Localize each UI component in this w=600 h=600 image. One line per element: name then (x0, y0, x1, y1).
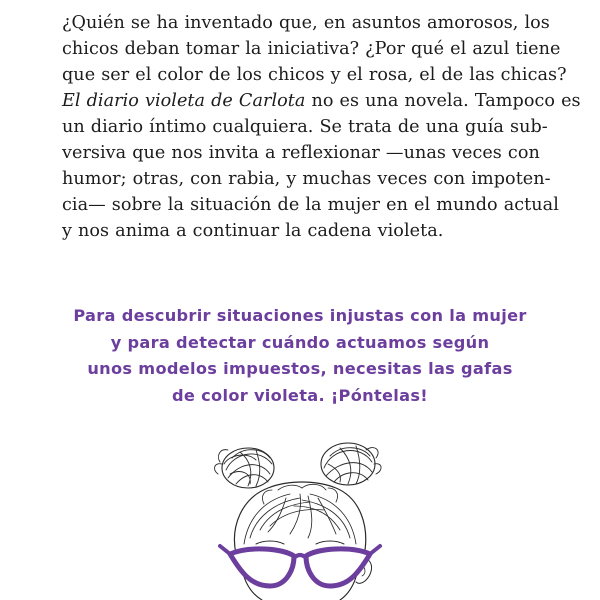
callout-text (50, 303, 550, 409)
blurb-line: que ser el color de los chicos y el rosa, el de las chicas? (62, 65, 567, 85)
blurb-line: y nos anima a continuar la cadena violeta. (62, 221, 444, 241)
left-hair-bun (215, 448, 274, 488)
blurb-line-with-title (62, 88, 581, 114)
hair-strands (234, 482, 365, 556)
blurb-line: ¿Quién se ha inventado que, en asuntos amorosos, los (62, 13, 550, 33)
right-hair-bun (321, 443, 381, 485)
blurb-line: cia— sobre la situación de la mujer en el mundo actual (62, 195, 559, 215)
blurb-line-rest: no es una novela. Tampoco es (305, 91, 581, 111)
violet-glasses (220, 546, 380, 586)
blurb-line: versiva que nos invita a reflexionar —unas veces con (62, 143, 540, 163)
blurb-paragraph (62, 10, 581, 244)
callout-line: Para descubrir situaciones injustas con la mujer (73, 306, 527, 325)
blurb-line: chicos deban tomar la iniciativa? ¿Por qué el azul tiene (62, 39, 561, 59)
callout-line: unos modelos impuestos, necesitas las gafas (87, 359, 513, 378)
callout-line: de color violeta. ¡Póntelas! (172, 385, 428, 405)
callout-line: y para detectar cuándo actuamos según (110, 332, 490, 352)
book-title: El diario violeta de Carlota (62, 91, 306, 111)
blurb-line: humor; otras, con rabia, y muchas veces con impoten- (62, 169, 551, 189)
girl-with-violet-glasses-icon (190, 434, 410, 600)
blurb-line: un diario íntimo cualquiera. Se trata de una guía sub- (62, 117, 548, 137)
